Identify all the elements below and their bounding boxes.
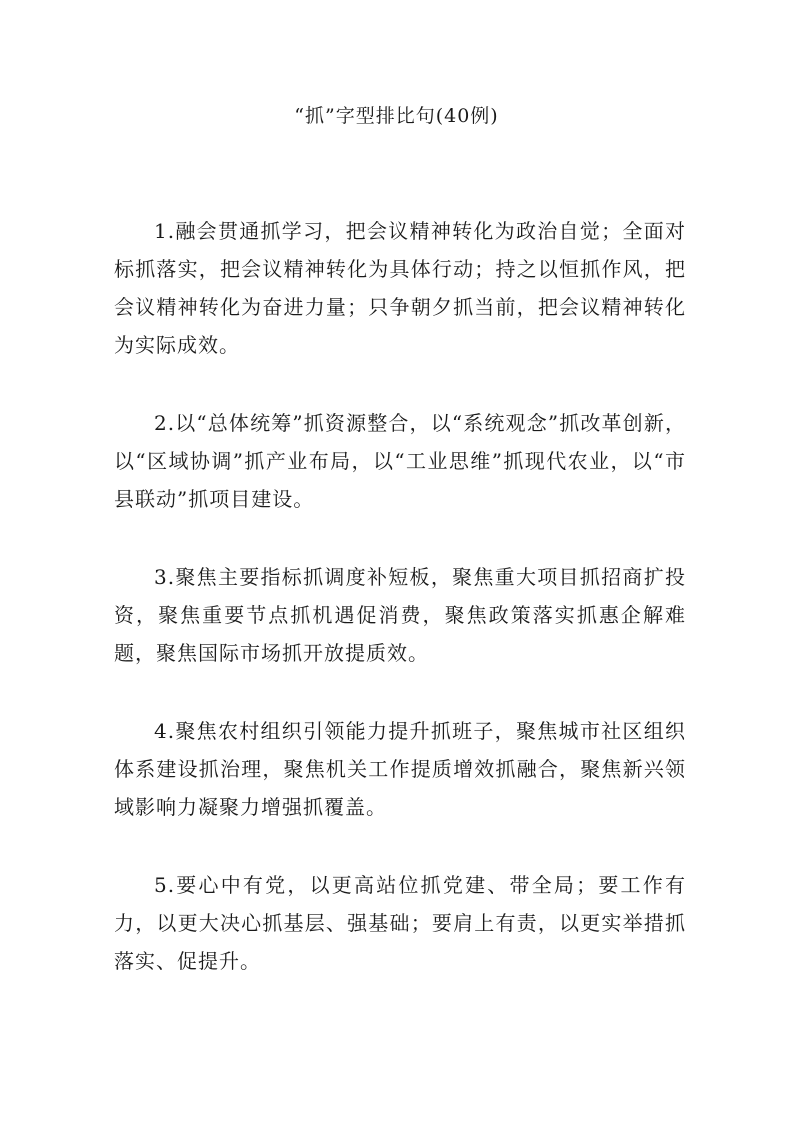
paragraph-3: 3.聚焦主要指标抓调度补短板，聚焦重大项目抓招商扩投资，聚焦重要节点抓机遇促消费，聚焦政策落实抓惠企解难题，聚焦国际市场抓开放提质效。 xyxy=(114,565,686,665)
paragraph-2: 2.以“总体统筹”抓资源整合，以“系统观念”抓改革创新，以“区域协调”抓产业布局，以“工业思维”抓现代农业，以“市县联动”抓项目建设。 xyxy=(114,411,686,511)
paragraph-5: 5.要心中有党，以更高站位抓党建、带全局；要工作有力，以更大决心抓基层、强基础；要肩上有责，以更实举措抓落实、促提升。 xyxy=(114,873,686,973)
document-title: “抓”字型排比句(40例) xyxy=(294,105,499,127)
document-body xyxy=(114,212,686,1020)
paragraph-4: 4.聚焦农村组织引领能力提升抓班子，聚焦城市社区组织体系建设抓治理，聚焦机关工作提质增效抓融合，聚焦新兴领域影响力凝聚力增强抓覆盖。 xyxy=(114,719,686,819)
paragraph-1: 1.融会贯通抓学习，把会议精神转化为政治自觉；全面对标抓落实，把会议精神转化为具体行动；持之以恒抓作风，把会议精神转化为奋进力量；只争朝夕抓当前，把会议精神转化为实际成效。 xyxy=(114,219,686,357)
